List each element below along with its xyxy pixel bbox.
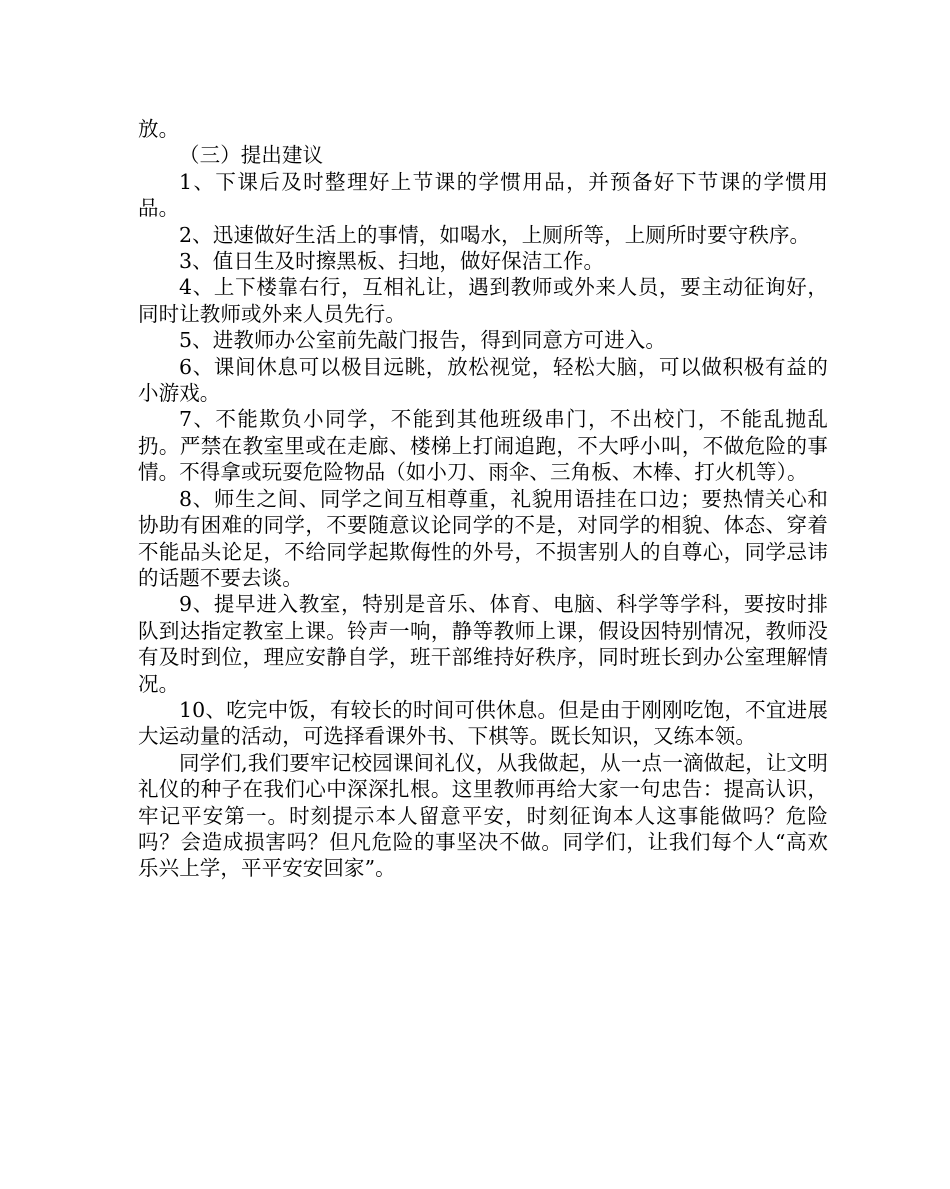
suggestion-item-3: 3、值日生及时擦黑板、扫地，做好保洁工作。 bbox=[179, 249, 605, 274]
section-heading: （三）提出建议 bbox=[179, 143, 324, 168]
suggestion-item-10: 10、吃完中饭，有较长的时间可供休息。但是由于刚刚吃饱，不宜进展大运动量的活动，可选择看课外书、下棋等。既长知识，又练本领。 bbox=[138, 697, 828, 749]
suggestion-item-6: 6、课间休息可以极目远眺，放松视觉，轻松大脑，可以做积极有益的小游戏。 bbox=[138, 354, 828, 406]
suggestion-item-5: 5、进教师办公室前先敲门报告，得到同意方可进入。 bbox=[179, 328, 666, 353]
suggestion-item-9: 9、提早进入教室，特别是音乐、体育、电脑、科学等学科，要按时排队到达指定教室上课。铃声一响，静等教师上课，假设因特别情况，教师没有及时到位，理应安静自学，班干部维持好秩序，同时班长到办公室理解情况。 bbox=[138, 592, 828, 696]
paragraph-continuation: 放。 bbox=[138, 117, 180, 141]
suggestion-item-2: 2、迅速做好生活上的事情，如喝水，上厕所等，上厕所时要守秩序。 bbox=[179, 222, 811, 247]
suggestion-item-1: 1、下课后及时整理好上节课的学惯用品，并预备好下节课的学惯用品。 bbox=[138, 169, 828, 221]
document-page bbox=[138, 116, 828, 882]
closing-paragraph: 同学们,我们要牢记校园课间礼仪，从我做起，从一点一滴做起，让文明礼仪的种子在我们心中深深扎根。这里教师再给大家一句忠告：提高认识，牢记平安第一。时刻提示本人留意平安，时刻征询本人这事能做吗？危险吗？会造成损害吗？但凡危险的事坚决不做。同学们，让我们每个人“高欢乐兴上学，平平安安回家”。 bbox=[138, 750, 828, 881]
suggestion-item-7: 7、不能欺负小同学，不能到其他班级串门，不出校门，不能乱抛乱扔。严禁在教室里或在走廊、楼梯上打闹追跑，不大呼小叫，不做危险的事情。不得拿或玩耍危险物品（如小刀、雨伞、三角板、木棒、打火机等）。 bbox=[138, 407, 828, 485]
suggestion-item-8: 8、师生之间、同学之间互相尊重，礼貌用语挂在口边；要热情关心和协助有困难的同学，不要随意议论同学的不是，对同学的相貌、体态、穿着不能品头论足，不给同学起欺侮性的外号，不损害别人的自尊心，同学忌讳的话题不要去谈。 bbox=[138, 486, 828, 590]
suggestion-item-4: 4、上下楼靠右行，互相礼让，遇到教师或外来人员，要主动征询好，同时让教师或外来人员先行。 bbox=[138, 275, 828, 326]
